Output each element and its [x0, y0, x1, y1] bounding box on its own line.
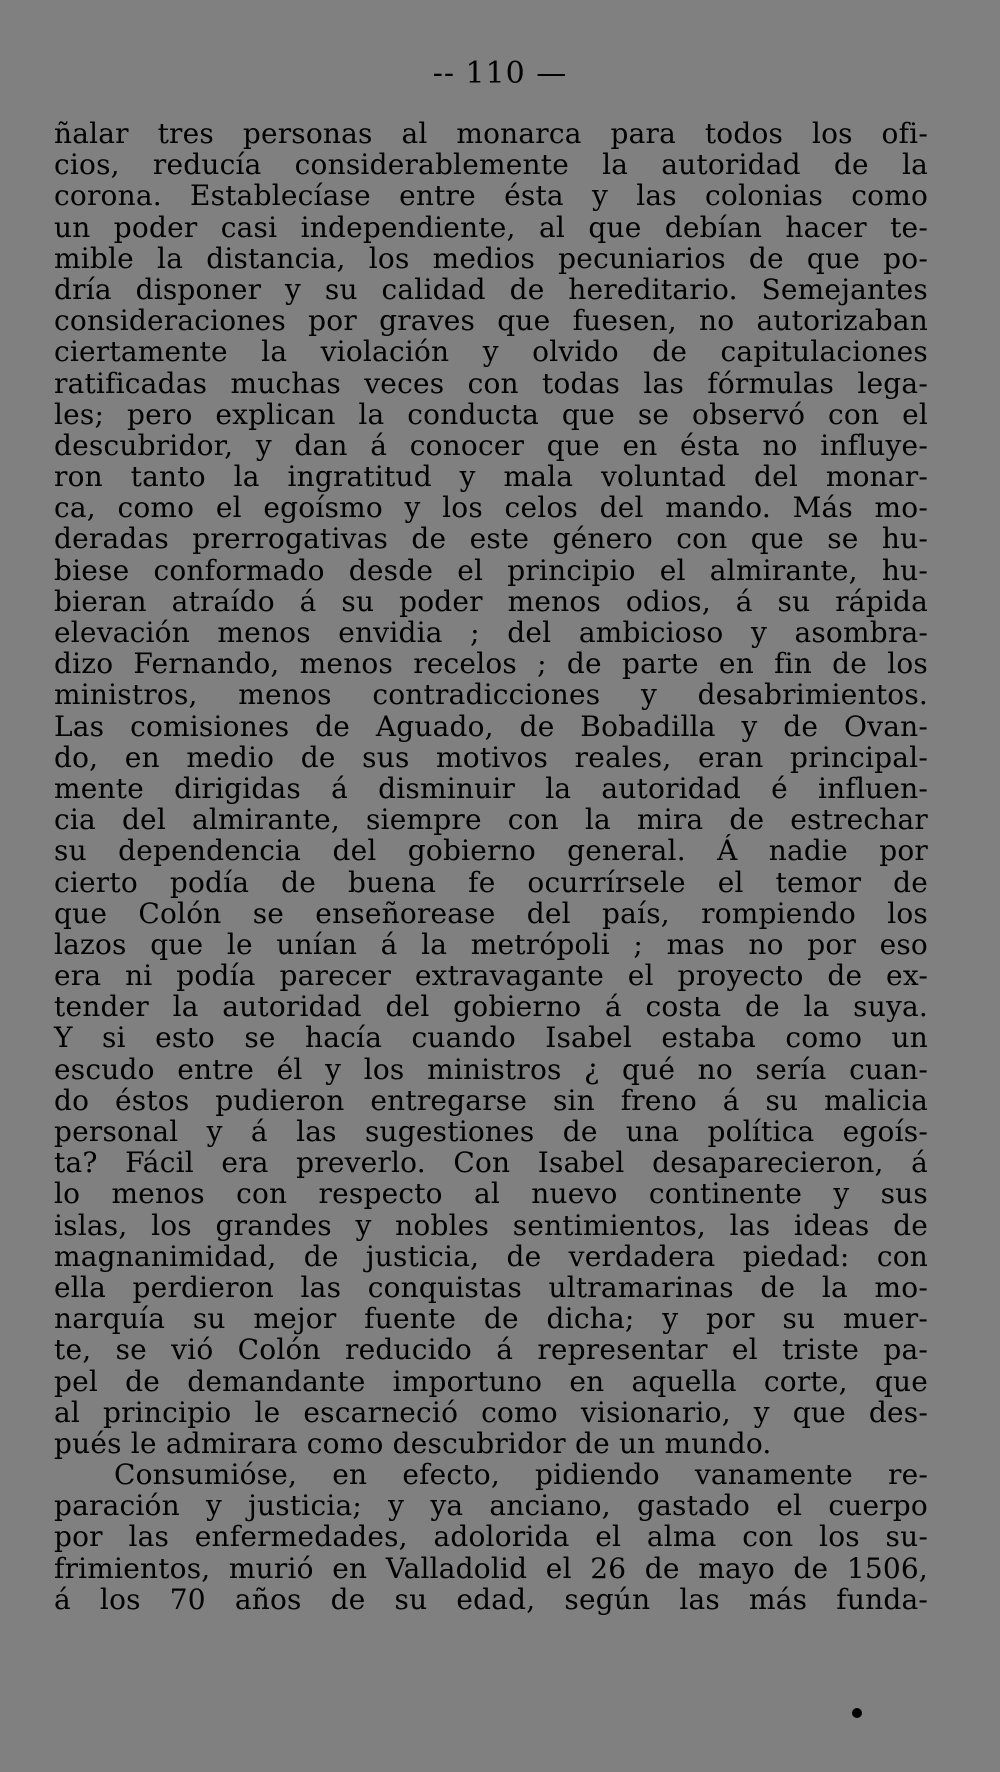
- body-text: [54, 118, 928, 1615]
- text-line: frimientos, murió en Valladolid el 26 de mayo de 1506,: [54, 1551, 928, 1585]
- text-line: magnanimidad, de justicia, de verdadera piedad: con: [54, 1239, 928, 1273]
- text-line: te, se vió Colón reducido á representar el triste pa-: [54, 1333, 928, 1367]
- text-line: ca, como el egoísmo y los celos del mando. Más mo-: [54, 491, 928, 525]
- text-line: biese conformado desde el principio el almirante, hu-: [54, 553, 928, 587]
- text-line: tender la autoridad del gobierno á costa de la suya.: [54, 990, 928, 1024]
- text-line: á los 70 años de su edad, según las más funda-: [54, 1582, 928, 1616]
- text-line: ron tanto la ingratitud y mala voluntad del monar-: [54, 460, 928, 494]
- text-line: ella perdieron las conquistas ultramarinas de la mo-: [54, 1270, 928, 1304]
- text-line: deradas prerrogativas de este género con que se hu-: [54, 522, 928, 556]
- text-line: lo menos con respecto al nuevo continente y sus: [54, 1177, 928, 1211]
- text-line: islas, los grandes y nobles sentimientos, las ideas de: [54, 1208, 928, 1242]
- text-line: mente dirigidas á disminuir la autoridad é influen-: [54, 771, 928, 805]
- text-line: pel de demandante importuno en aquella corte, que: [54, 1364, 928, 1398]
- text-line: Consumióse, en efecto, pidiendo vanamente re-: [114, 1458, 928, 1492]
- page-number: -- 110 —: [432, 56, 568, 91]
- text-line: narquía su mejor fuente de dicha; y por su muer-: [54, 1302, 928, 1336]
- text-line: ministros, menos contradicciones y desabrimientos.: [54, 678, 928, 712]
- text-line: descubridor, y dan á conocer que en ésta no influye-: [54, 428, 928, 462]
- text-line: ratificadas muchas veces con todas las fórmulas lega-: [54, 366, 928, 400]
- text-line: do éstos pudieron entregarse sin freno á su malicia: [54, 1083, 928, 1117]
- text-line: que Colón se enseñorease del país, rompiendo los: [54, 896, 928, 930]
- text-line: do, en medio de sus motivos reales, eran principal-: [54, 740, 928, 774]
- text-line: pués le admirara como descubridor de un mundo.: [54, 1426, 772, 1460]
- text-line: elevación menos envidia ; del ambicioso y asombra-: [54, 616, 928, 649]
- text-line: Y si esto se hacía cuando Isabel estaba como un: [54, 1021, 928, 1055]
- ink-dot-mark: [852, 1708, 862, 1718]
- text-line: cierto podía de buena fe ocurrírsele el temor de: [54, 865, 928, 899]
- text-line: ñalar tres personas al monarca para todos los ofi-: [54, 117, 928, 150]
- text-line: personal y á las sugestiones de una política egoís-: [54, 1115, 928, 1148]
- text-line: un poder casi independiente, al que debían hacer te-: [54, 210, 928, 244]
- text-line: su dependencia del gobierno general. Á nadie por: [54, 834, 928, 868]
- text-line: al principio le escarneció como visionario, y que des-: [54, 1395, 928, 1429]
- text-line: lazos que le unían á la metrópoli ; mas no por eso: [54, 927, 928, 961]
- text-line: escudo entre él y los ministros ¿ qué no sería cuan-: [54, 1052, 928, 1086]
- text-line: cios, reducía considerablemente la autoridad de la: [54, 148, 928, 182]
- text-line: cia del almirante, siempre con la mira de estrechar: [54, 803, 928, 837]
- text-line: bieran atraído á su poder menos odios, á su rápida: [54, 584, 928, 618]
- text-line: consideraciones por graves que fuesen, no autorizaban: [54, 304, 928, 338]
- text-line: les; pero explican la conducta que se observó con el: [54, 397, 928, 431]
- text-line: por las enfermedades, adolorida el alma con los su-: [54, 1520, 928, 1554]
- text-line: paración y justicia; y ya anciano, gastado el cuerpo: [54, 1489, 928, 1523]
- text-line: mible la distancia, los medios pecuniarios de que po-: [54, 241, 928, 275]
- text-line: dría disponer y su calidad de hereditario. Semejantes: [54, 272, 928, 306]
- text-line: ciertamente la violación y olvido de capitulaciones: [54, 335, 928, 369]
- text-line: dizo Fernando, menos recelos ; de parte en fin de los: [54, 647, 928, 681]
- text-line: Las comisiones de Aguado, de Bobadilla y de Ovan-: [54, 709, 928, 743]
- text-line: ta? Fácil era preverlo. Con Isabel desaparecieron, á: [54, 1146, 928, 1180]
- text-line: corona. Establecíase entre ésta y las colonias como: [54, 179, 928, 213]
- text-line: era ni podía parecer extravagante el proyecto de ex-: [54, 959, 928, 993]
